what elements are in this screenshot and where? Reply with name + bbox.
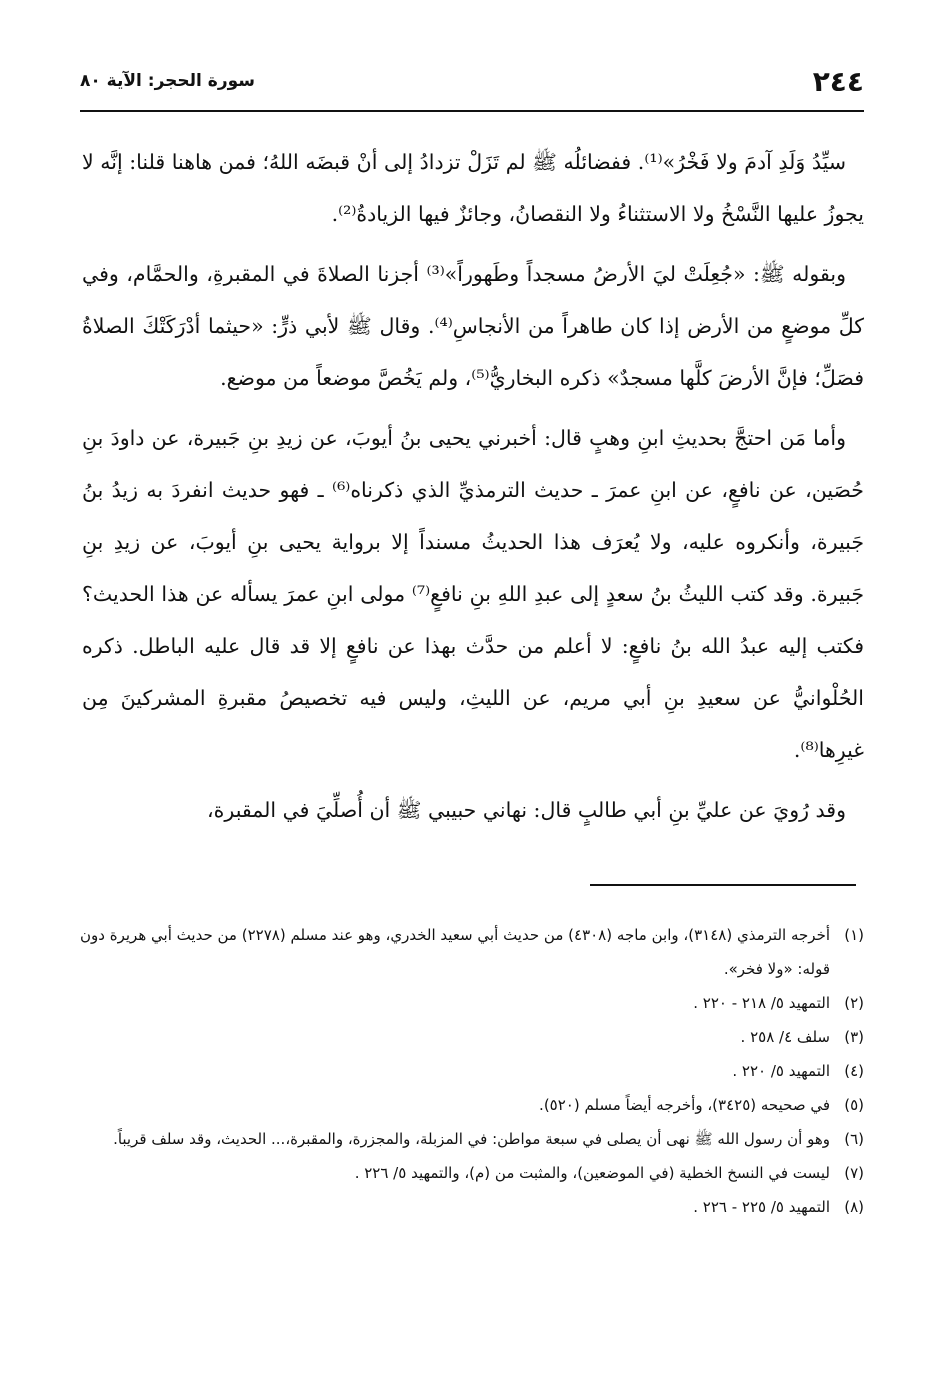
- page-header: [80, 62, 864, 110]
- footnote-text: التمهيد ٥/ ٢٢٠ .: [732, 1062, 830, 1080]
- main-text: [82, 136, 864, 844]
- footnote-rule: [590, 884, 856, 886]
- page-number: ٢٤٤: [812, 65, 864, 98]
- footnote-text: سلف ٤/ ٢٥٨ .: [740, 1028, 830, 1046]
- footnote: [80, 918, 864, 986]
- paragraph: سيِّدُ وَلَدِ آدمَ ولا فَخْرُ»⁽¹⁾. ففضائلُه ﷺ لم تَزَلْ تزدادُ إلى أنْ قبضَه اللهُ؛ فمن هاهنا قلنا: إنَّه لا يجوزُ عليها النَّسْخُ ولا الاستثناءُ ولا النقصانُ، وجائزٌ فيها الزيادةُ⁽²⁾.: [82, 150, 864, 226]
- footnote: [80, 1156, 864, 1190]
- footnote-number: (٧): [844, 1164, 864, 1182]
- footnote: [80, 1190, 864, 1224]
- footnote-text: أخرجه الترمذي (٣١٤٨)، وابن ماجه (٤٣٠٨) من حديث أبي سعيد الخدري، وهو عند مسلم (٢٢٧٨) من حديث أبي هريرة دون قوله: «ولا فخر».: [80, 926, 831, 978]
- footnote-number: (٥): [844, 1096, 864, 1114]
- footnote: [80, 1020, 864, 1054]
- footnote-number: (٤): [844, 1062, 864, 1080]
- footnote-text: التمهيد ٥/ ٢١٨ - ٢٢٠ .: [693, 994, 830, 1012]
- footnote-text: ليست في النسخ الخطية (في الموضعين)، والمثبت من (م)، والتمهيد ٥/ ٢٢٦ .: [354, 1164, 830, 1182]
- footnote-text: وهو أن رسول الله ﷺ نهى أن يصلى في سبعة مواطن: في المزبلة، والمجزرة، والمقبرة،... الحديث، وقد سلف قريباً.: [113, 1130, 830, 1148]
- footnote-number: (٢): [844, 994, 864, 1012]
- footnote-text: في صحيحه (٣٤٢٥)، وأخرجه أيضاً مسلم (٥٢٠).: [539, 1096, 830, 1114]
- running-title: سورة الحجر: الآية ٨٠: [80, 71, 255, 91]
- footnote-number: (١): [844, 926, 864, 944]
- footnote: [80, 1088, 864, 1122]
- paragraph: وقد رُويَ عن عليِّ بنِ أبي طالبٍ قال: نهاني حبيبي ﷺ أن أُصلِّيَ في المقبرة،: [207, 798, 846, 822]
- footnote: [80, 1122, 864, 1156]
- footnote: [80, 1054, 864, 1088]
- footnotes: [80, 918, 864, 1224]
- header-rule: [80, 110, 864, 112]
- paragraph: وبقوله ﷺ: «جُعِلَتْ ليَ الأرضُ مسجداً وطَهوراً»⁽³⁾ أجزنا الصلاةَ في المقبرةِ، والحمَّام، وفي كلِّ موضعٍ من الأرض إذا كان طاهراً من الأنجاسِ⁽⁴⁾. وقال ﷺ لأبي ذرٍّ: «حيثما أدْرَكَتْكَ الصلاةُ فصَلِّ؛ فإنَّ الأرضَ كلَّها مسجدٌ» ذكره البخاريُّ⁽⁵⁾، ولم يَخُصَّ موضعاً من موضع.: [82, 262, 865, 390]
- footnote-number: (٨): [844, 1198, 864, 1216]
- footnote: [80, 986, 864, 1020]
- paragraph: وأما مَن احتجَّ بحديثِ ابنِ وهبٍ قال: أخبرني يحيى بنُ أيوبَ، عن زيدِ بنِ جَبيرة، عن داودَ بنِ حُصَين، عن نافعٍ، عن ابنِ عمرَ ـ حديث الترمذيِّ الذي ذكرناه⁽⁶⁾ ـ فهو حديث انفردَ به زيدُ بنُ جَبيرة، وأنكروه عليه، ولا يُعرَف هذا الحديثُ مسنداً إلا برواية يحيى بنِ أيوبَ، عن زيدِ بنِ جَبيرة. وقد كتب الليثُ بنُ سعدٍ إلى عبدِ اللهِ بنِ نافعٍ⁽⁷⁾ مولى ابنِ عمرَ يسأله عن هذا الحديث؟ فكتب إليه عبدُ الله بنُ نافعٍ: لا أعلم من حدَّث بهذا عن نافعٍ إلا قد قال عليه الباطل. ذكره الحُلْوانيُّ عن سعيدِ بنِ أبي مريم، عن الليثِ، وليس فيه تخصيصُ مقبرةِ المشركينَ مِن غيرِها⁽⁸⁾.: [82, 426, 864, 762]
- footnote-text: التمهيد ٥/ ٢٢٥ - ٢٢٦ .: [693, 1198, 830, 1216]
- footnote-number: (٣): [844, 1028, 864, 1046]
- footnote-number: (٦): [844, 1130, 864, 1148]
